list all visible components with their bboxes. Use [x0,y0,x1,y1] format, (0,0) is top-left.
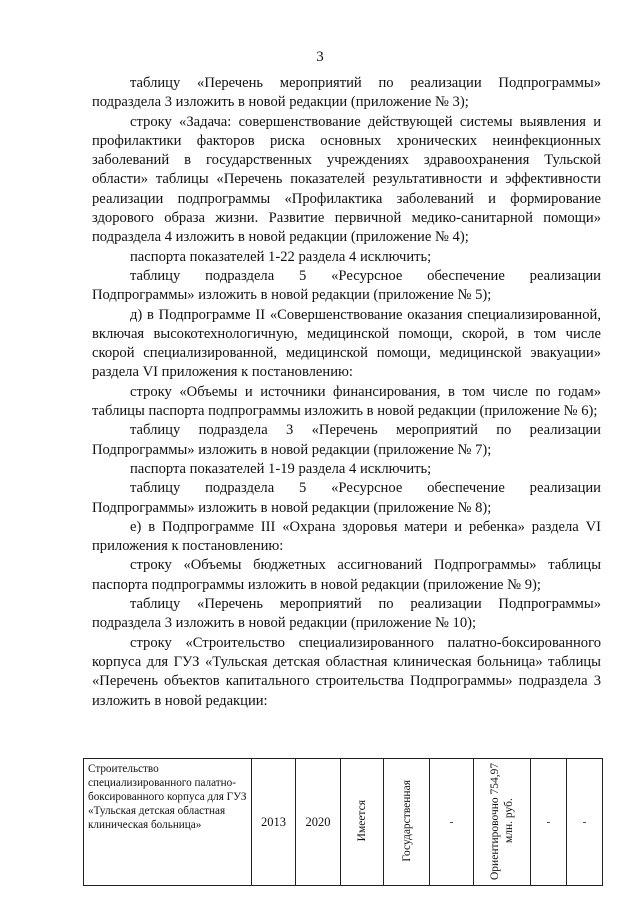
paragraph: строку «Строительство специализированного палатно-боксированного корпуса для ГУЗ «Тульская детская областная клиническая больница» таблицы «Перечень объектов капитального строительства Подпрограммы» подраздела 3 изложить в новой редакции: [92,634,601,709]
end-year-cell: 2020 [296,759,341,886]
paragraph: е) в Подпрограмме III «Охрана здоровья матери и ребенка» раздела VI приложения к постановлению: [92,518,601,555]
dash-cell: - [567,759,603,886]
documentation-cell [341,759,384,886]
object-name-cell: Строительство специализированного палатно-боксированного корпуса для ГУЗ «Тульская детская областная клиническая больница» [84,759,252,886]
table-row [84,759,603,886]
paragraph: таблицу «Перечень мероприятий по реализации Подпрограммы» подраздела 3 изложить в новой редакции (приложение № 3); [92,75,601,111]
cost-text: Ориентировочно 754,97 млн. руб. [489,761,515,880]
documentation-text: Имеется [356,799,368,842]
paragraph: строку «Объемы и источники финансирования, в том числе по годам» таблицы паспорта подпрограммы изложить в новой редакции (приложение № 6); [92,383,601,420]
capital-objects-table [83,758,603,886]
paragraph: строку «Задача: совершенствование действующей системы выявления и профилактики факторов риска основных хронических неинфекционных заболеваний в государственных учреждениях здравоохранения Тульской области» таблицы «Перечень показателей результативности и эффективности реализации подпрограммы «Профилактика заболеваний и формирование здорового образа жизни. Развитие первичной медико-санитарной помощи» подраздела 4 изложить в новой редакции (приложение № 4); [92,113,601,246]
paragraph: строку «Объемы бюджетных ассигнований Подпрограммы» таблицы паспорта подпрограммы изложить в новой редакции (приложение № 9); [92,557,601,593]
paragraph: паспорта показателей 1-19 раздела 4 исключить; [130,460,432,477]
start-year-cell: 2013 [252,759,296,886]
paragraph: таблицу подраздела 5 «Ресурсное обеспечение реализации Подпрограммы» изложить в новой редакции (приложение № 5); [92,267,601,304]
page-number: 3 [316,49,324,65]
ownership-text: Государственная [400,779,413,862]
paragraph: таблицу «Перечень мероприятий по реализации Подпрограммы» подраздела 3 изложить в новой редакции (приложение № 10); [92,596,601,632]
paragraph: таблицу подраздела 3 «Перечень мероприятий по реализации Подпрограммы» изложить в новой редакции (приложение № 7); [92,422,601,458]
paragraph: таблицу подраздела 5 «Ресурсное обеспечение реализации Подпрограммы» изложить в новой редакции (приложение № 8); [92,480,601,516]
dash-cell: - [430,759,474,886]
ownership-cell [384,759,430,886]
document-body [92,74,601,711]
cost-cell [474,759,531,886]
paragraph: д) в Подпрограмме II «Совершенствование оказания специализированной, включая высокотехнологичную, медицинской помощи, скорой, в том числе скорой специализированной, медицинской помощи, медицинской эвакуации» раздела VI приложения к постановлению: [92,306,601,381]
dash-cell: - [531,759,567,886]
paragraph: паспорта показателей 1-22 раздела 4 исключить; [130,248,432,265]
